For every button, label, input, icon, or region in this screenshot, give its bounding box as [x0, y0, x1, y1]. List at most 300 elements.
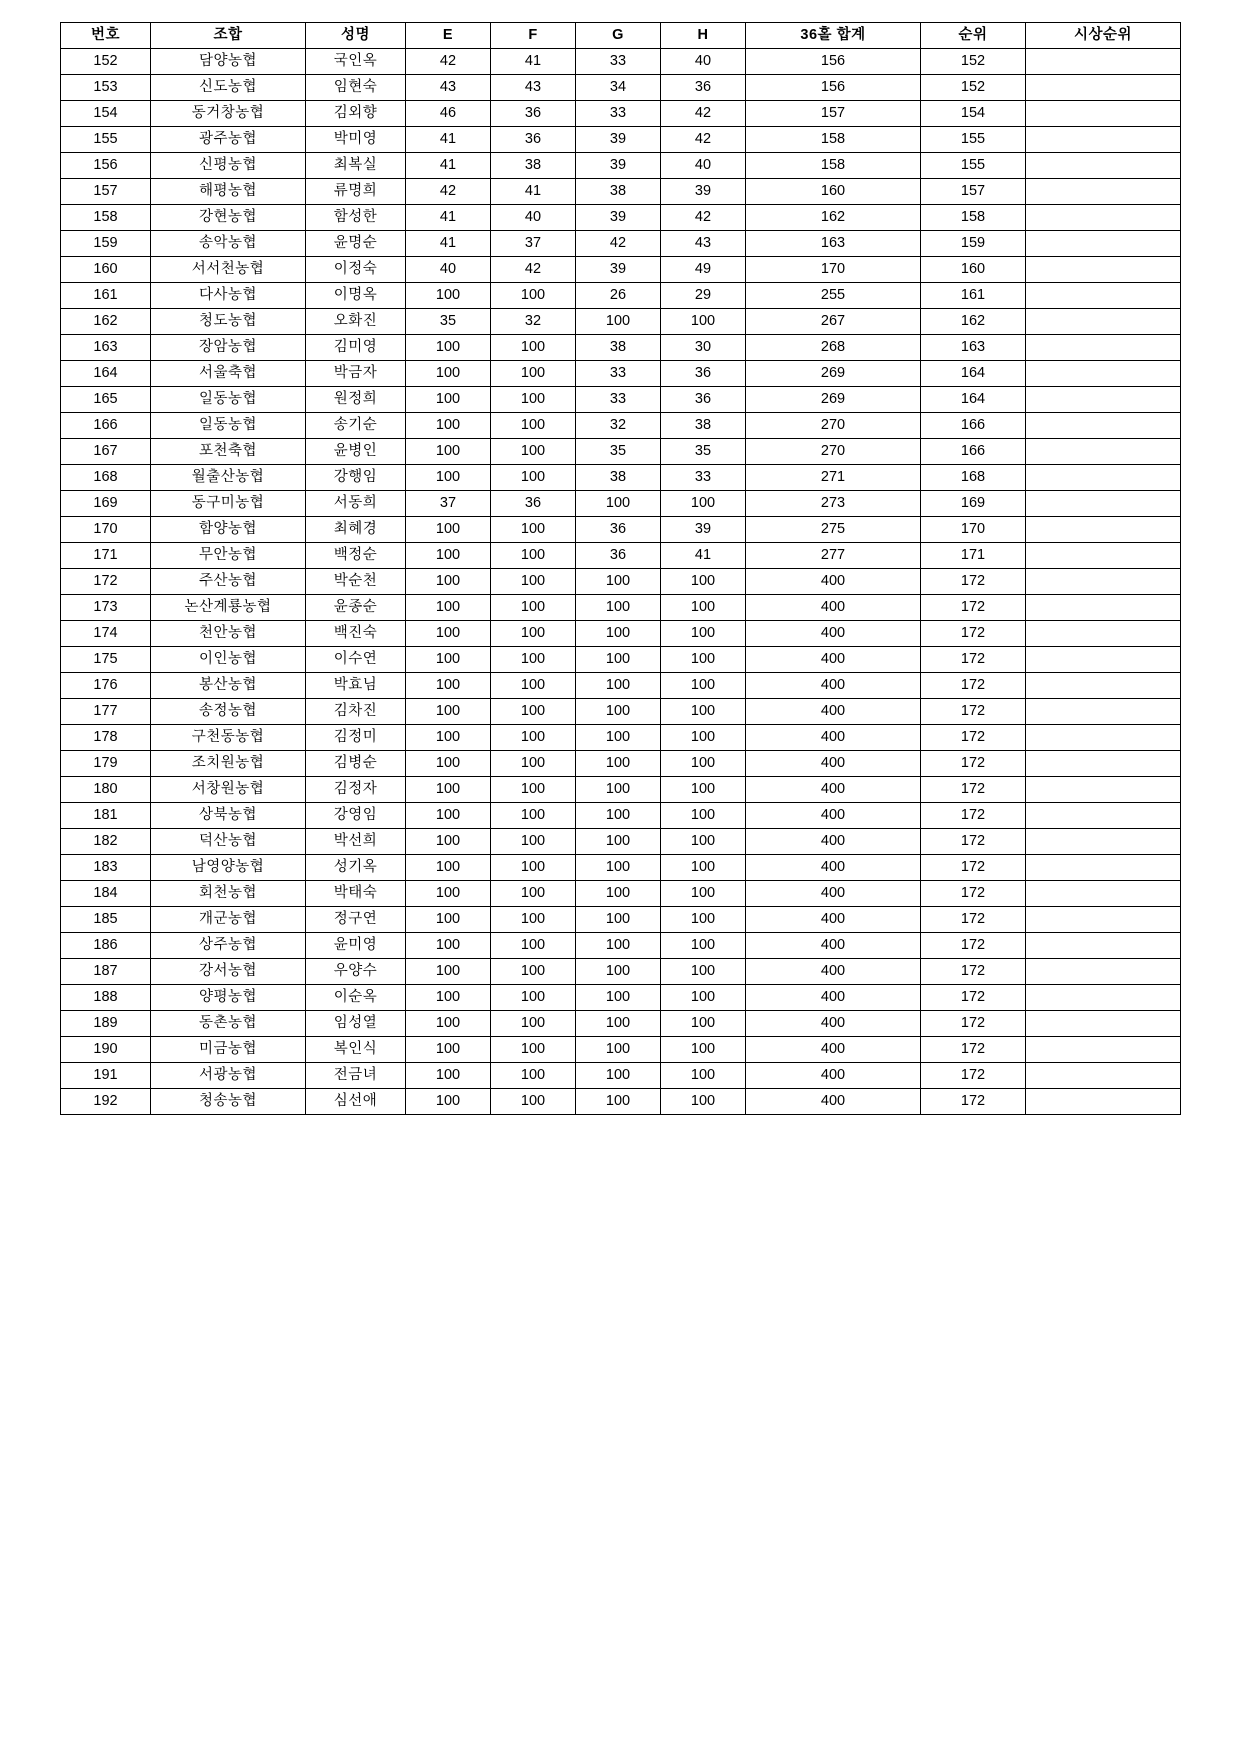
cell-prize-rank [1026, 309, 1181, 335]
table-row [61, 335, 1181, 361]
cell-f: 41 [491, 49, 576, 75]
table-row [61, 283, 1181, 309]
cell-total: 269 [746, 361, 921, 387]
cell-rank: 172 [921, 647, 1026, 673]
cell-rank: 159 [921, 231, 1026, 257]
cell-club: 포천축협 [151, 439, 306, 465]
cell-e: 100 [406, 283, 491, 309]
column-header-f: F [491, 23, 576, 49]
cell-f: 100 [491, 855, 576, 881]
cell-f: 100 [491, 959, 576, 985]
cell-f: 40 [491, 205, 576, 231]
cell-number: 163 [61, 335, 151, 361]
cell-rank: 172 [921, 699, 1026, 725]
cell-h: 100 [661, 1089, 746, 1115]
cell-f: 100 [491, 699, 576, 725]
table-row [61, 907, 1181, 933]
cell-name: 윤병인 [306, 439, 406, 465]
cell-total: 400 [746, 1089, 921, 1115]
cell-name: 함성한 [306, 205, 406, 231]
cell-number: 188 [61, 985, 151, 1011]
table-row [61, 413, 1181, 439]
table-row [61, 309, 1181, 335]
cell-name: 국인옥 [306, 49, 406, 75]
cell-total: 400 [746, 881, 921, 907]
cell-g: 26 [576, 283, 661, 309]
cell-g: 33 [576, 387, 661, 413]
table-row [61, 777, 1181, 803]
table-row [61, 49, 1181, 75]
column-header-total: 36홀 합계 [746, 23, 921, 49]
cell-h: 42 [661, 127, 746, 153]
cell-g: 100 [576, 699, 661, 725]
cell-rank: 166 [921, 413, 1026, 439]
cell-club: 봉산농협 [151, 673, 306, 699]
cell-total: 270 [746, 413, 921, 439]
cell-h: 100 [661, 491, 746, 517]
cell-total: 400 [746, 933, 921, 959]
cell-total: 158 [746, 127, 921, 153]
cell-name: 최복실 [306, 153, 406, 179]
cell-number: 161 [61, 283, 151, 309]
cell-prize-rank [1026, 673, 1181, 699]
column-header-g: G [576, 23, 661, 49]
cell-f: 100 [491, 933, 576, 959]
cell-prize-rank [1026, 491, 1181, 517]
cell-rank: 172 [921, 1089, 1026, 1115]
cell-h: 38 [661, 413, 746, 439]
cell-club: 광주농협 [151, 127, 306, 153]
cell-rank: 172 [921, 621, 1026, 647]
cell-name: 박태숙 [306, 881, 406, 907]
cell-total: 400 [746, 855, 921, 881]
cell-e: 100 [406, 595, 491, 621]
cell-name: 박순천 [306, 569, 406, 595]
cell-rank: 172 [921, 907, 1026, 933]
cell-g: 36 [576, 517, 661, 543]
table-row [61, 881, 1181, 907]
cell-rank: 172 [921, 933, 1026, 959]
cell-number: 169 [61, 491, 151, 517]
cell-h: 36 [661, 75, 746, 101]
cell-e: 100 [406, 699, 491, 725]
cell-total: 400 [746, 959, 921, 985]
cell-h: 35 [661, 439, 746, 465]
cell-name: 박효님 [306, 673, 406, 699]
cell-number: 178 [61, 725, 151, 751]
cell-number: 170 [61, 517, 151, 543]
cell-h: 100 [661, 1011, 746, 1037]
cell-f: 100 [491, 465, 576, 491]
cell-club: 신도농협 [151, 75, 306, 101]
cell-total: 156 [746, 49, 921, 75]
cell-f: 100 [491, 517, 576, 543]
cell-prize-rank [1026, 803, 1181, 829]
table-row [61, 491, 1181, 517]
cell-h: 100 [661, 647, 746, 673]
cell-name: 임현숙 [306, 75, 406, 101]
cell-e: 100 [406, 777, 491, 803]
cell-club: 조치원농협 [151, 751, 306, 777]
table-row [61, 127, 1181, 153]
cell-g: 100 [576, 881, 661, 907]
column-header-prize-rank: 시상순위 [1026, 23, 1181, 49]
cell-prize-rank [1026, 725, 1181, 751]
table-row [61, 75, 1181, 101]
cell-number: 177 [61, 699, 151, 725]
cell-number: 180 [61, 777, 151, 803]
cell-total: 400 [746, 829, 921, 855]
cell-g: 100 [576, 647, 661, 673]
cell-rank: 162 [921, 309, 1026, 335]
cell-h: 100 [661, 673, 746, 699]
table-row [61, 855, 1181, 881]
cell-prize-rank [1026, 751, 1181, 777]
cell-g: 33 [576, 49, 661, 75]
cell-e: 100 [406, 439, 491, 465]
cell-h: 100 [661, 959, 746, 985]
cell-prize-rank [1026, 543, 1181, 569]
cell-total: 160 [746, 179, 921, 205]
cell-club: 청도농협 [151, 309, 306, 335]
column-header-number: 번호 [61, 23, 151, 49]
cell-e: 41 [406, 231, 491, 257]
cell-g: 100 [576, 1037, 661, 1063]
cell-prize-rank [1026, 699, 1181, 725]
cell-e: 100 [406, 621, 491, 647]
cell-number: 157 [61, 179, 151, 205]
cell-g: 38 [576, 179, 661, 205]
cell-f: 100 [491, 777, 576, 803]
cell-number: 187 [61, 959, 151, 985]
cell-total: 158 [746, 153, 921, 179]
cell-e: 100 [406, 1011, 491, 1037]
cell-club: 서울축협 [151, 361, 306, 387]
cell-e: 100 [406, 465, 491, 491]
cell-e: 41 [406, 205, 491, 231]
cell-g: 100 [576, 959, 661, 985]
cell-number: 174 [61, 621, 151, 647]
table-row [61, 387, 1181, 413]
cell-prize-rank [1026, 205, 1181, 231]
cell-g: 100 [576, 309, 661, 335]
cell-number: 192 [61, 1089, 151, 1115]
cell-number: 172 [61, 569, 151, 595]
cell-h: 100 [661, 699, 746, 725]
cell-club: 함양농협 [151, 517, 306, 543]
cell-h: 100 [661, 933, 746, 959]
cell-number: 183 [61, 855, 151, 881]
table-row [61, 231, 1181, 257]
cell-e: 100 [406, 751, 491, 777]
cell-f: 100 [491, 569, 576, 595]
cell-total: 255 [746, 283, 921, 309]
cell-g: 100 [576, 595, 661, 621]
cell-prize-rank [1026, 335, 1181, 361]
cell-name: 박선희 [306, 829, 406, 855]
table-row [61, 829, 1181, 855]
cell-prize-rank [1026, 75, 1181, 101]
table-row [61, 543, 1181, 569]
cell-e: 100 [406, 361, 491, 387]
cell-e: 100 [406, 725, 491, 751]
cell-total: 163 [746, 231, 921, 257]
cell-name: 백진숙 [306, 621, 406, 647]
cell-name: 류명희 [306, 179, 406, 205]
cell-f: 100 [491, 907, 576, 933]
cell-h: 39 [661, 517, 746, 543]
cell-h: 40 [661, 153, 746, 179]
table-row [61, 647, 1181, 673]
cell-total: 400 [746, 1011, 921, 1037]
cell-club: 동촌농협 [151, 1011, 306, 1037]
cell-club: 이인농협 [151, 647, 306, 673]
cell-f: 100 [491, 673, 576, 699]
cell-g: 100 [576, 621, 661, 647]
cell-total: 157 [746, 101, 921, 127]
cell-name: 김정미 [306, 725, 406, 751]
cell-h: 100 [661, 985, 746, 1011]
table-row [61, 1011, 1181, 1037]
cell-club: 청송농협 [151, 1089, 306, 1115]
cell-h: 100 [661, 777, 746, 803]
cell-club: 무안농협 [151, 543, 306, 569]
cell-prize-rank [1026, 179, 1181, 205]
cell-rank: 172 [921, 985, 1026, 1011]
table-row [61, 959, 1181, 985]
table-header-row [61, 23, 1181, 49]
cell-number: 156 [61, 153, 151, 179]
cell-club: 서광농협 [151, 1063, 306, 1089]
cell-total: 273 [746, 491, 921, 517]
cell-rank: 157 [921, 179, 1026, 205]
cell-f: 100 [491, 621, 576, 647]
cell-e: 40 [406, 257, 491, 283]
cell-rank: 172 [921, 1063, 1026, 1089]
cell-rank: 172 [921, 803, 1026, 829]
cell-total: 400 [746, 569, 921, 595]
cell-g: 100 [576, 1089, 661, 1115]
cell-h: 100 [661, 829, 746, 855]
cell-f: 100 [491, 361, 576, 387]
cell-g: 100 [576, 829, 661, 855]
cell-prize-rank [1026, 465, 1181, 491]
cell-prize-rank [1026, 1011, 1181, 1037]
cell-e: 41 [406, 153, 491, 179]
cell-club: 논산계룡농협 [151, 595, 306, 621]
cell-h: 100 [661, 569, 746, 595]
cell-e: 100 [406, 517, 491, 543]
cell-total: 400 [746, 1037, 921, 1063]
cell-club: 동거창농협 [151, 101, 306, 127]
cell-name: 김정자 [306, 777, 406, 803]
cell-rank: 172 [921, 569, 1026, 595]
cell-e: 100 [406, 959, 491, 985]
cell-g: 100 [576, 1011, 661, 1037]
cell-rank: 172 [921, 673, 1026, 699]
cell-prize-rank [1026, 907, 1181, 933]
cell-number: 155 [61, 127, 151, 153]
cell-name: 김차진 [306, 699, 406, 725]
cell-f: 100 [491, 751, 576, 777]
cell-g: 39 [576, 153, 661, 179]
cell-e: 100 [406, 1089, 491, 1115]
cell-h: 42 [661, 205, 746, 231]
cell-number: 185 [61, 907, 151, 933]
table-row [61, 101, 1181, 127]
cell-g: 100 [576, 1063, 661, 1089]
cell-g: 100 [576, 673, 661, 699]
cell-f: 100 [491, 1037, 576, 1063]
cell-rank: 166 [921, 439, 1026, 465]
cell-e: 100 [406, 985, 491, 1011]
cell-club: 송정농협 [151, 699, 306, 725]
cell-number: 186 [61, 933, 151, 959]
cell-total: 156 [746, 75, 921, 101]
cell-prize-rank [1026, 413, 1181, 439]
cell-e: 100 [406, 829, 491, 855]
cell-f: 41 [491, 179, 576, 205]
cell-name: 윤종순 [306, 595, 406, 621]
cell-club: 서창원농협 [151, 777, 306, 803]
cell-g: 100 [576, 803, 661, 829]
cell-f: 42 [491, 257, 576, 283]
cell-number: 158 [61, 205, 151, 231]
cell-total: 400 [746, 985, 921, 1011]
cell-number: 189 [61, 1011, 151, 1037]
cell-prize-rank [1026, 127, 1181, 153]
cell-h: 100 [661, 803, 746, 829]
cell-prize-rank [1026, 231, 1181, 257]
cell-prize-rank [1026, 855, 1181, 881]
table-row [61, 465, 1181, 491]
cell-e: 100 [406, 1037, 491, 1063]
cell-g: 38 [576, 465, 661, 491]
cell-e: 37 [406, 491, 491, 517]
cell-f: 36 [491, 101, 576, 127]
cell-number: 164 [61, 361, 151, 387]
cell-club: 천안농협 [151, 621, 306, 647]
cell-h: 49 [661, 257, 746, 283]
cell-number: 166 [61, 413, 151, 439]
cell-prize-rank [1026, 439, 1181, 465]
cell-rank: 172 [921, 829, 1026, 855]
cell-number: 168 [61, 465, 151, 491]
table-row [61, 803, 1181, 829]
cell-rank: 169 [921, 491, 1026, 517]
cell-rank: 164 [921, 387, 1026, 413]
cell-rank: 171 [921, 543, 1026, 569]
cell-h: 100 [661, 751, 746, 777]
cell-name: 강행임 [306, 465, 406, 491]
cell-rank: 172 [921, 751, 1026, 777]
cell-f: 43 [491, 75, 576, 101]
table-row [61, 179, 1181, 205]
cell-club: 일동농협 [151, 387, 306, 413]
cell-prize-rank [1026, 361, 1181, 387]
cell-e: 100 [406, 647, 491, 673]
cell-total: 277 [746, 543, 921, 569]
cell-number: 190 [61, 1037, 151, 1063]
cell-number: 171 [61, 543, 151, 569]
cell-g: 33 [576, 101, 661, 127]
cell-total: 400 [746, 595, 921, 621]
cell-club: 송악농협 [151, 231, 306, 257]
cell-g: 34 [576, 75, 661, 101]
cell-name: 전금녀 [306, 1063, 406, 1089]
cell-number: 167 [61, 439, 151, 465]
cell-h: 36 [661, 387, 746, 413]
cell-f: 100 [491, 283, 576, 309]
cell-total: 400 [746, 725, 921, 751]
column-header-e: E [406, 23, 491, 49]
cell-total: 400 [746, 699, 921, 725]
cell-club: 양평농협 [151, 985, 306, 1011]
cell-name: 박금자 [306, 361, 406, 387]
cell-name: 이명옥 [306, 283, 406, 309]
cell-total: 400 [746, 1063, 921, 1089]
cell-prize-rank [1026, 569, 1181, 595]
cell-f: 100 [491, 1011, 576, 1037]
cell-f: 100 [491, 335, 576, 361]
cell-prize-rank [1026, 647, 1181, 673]
column-header-rank: 순위 [921, 23, 1026, 49]
cell-e: 100 [406, 803, 491, 829]
cell-e: 100 [406, 1063, 491, 1089]
cell-number: 153 [61, 75, 151, 101]
cell-number: 184 [61, 881, 151, 907]
cell-g: 100 [576, 855, 661, 881]
cell-total: 400 [746, 907, 921, 933]
cell-name: 백정순 [306, 543, 406, 569]
cell-name: 심선애 [306, 1089, 406, 1115]
cell-number: 165 [61, 387, 151, 413]
cell-f: 100 [491, 1089, 576, 1115]
cell-e: 100 [406, 413, 491, 439]
cell-number: 162 [61, 309, 151, 335]
cell-rank: 172 [921, 1037, 1026, 1063]
cell-h: 100 [661, 855, 746, 881]
cell-club: 구천동농협 [151, 725, 306, 751]
cell-rank: 172 [921, 855, 1026, 881]
cell-number: 152 [61, 49, 151, 75]
cell-e: 42 [406, 179, 491, 205]
cell-name: 원정희 [306, 387, 406, 413]
cell-total: 270 [746, 439, 921, 465]
cell-rank: 172 [921, 777, 1026, 803]
table-row [61, 153, 1181, 179]
cell-e: 100 [406, 335, 491, 361]
cell-prize-rank [1026, 985, 1181, 1011]
cell-total: 400 [746, 621, 921, 647]
cell-club: 상북농협 [151, 803, 306, 829]
cell-rank: 155 [921, 127, 1026, 153]
cell-prize-rank [1026, 257, 1181, 283]
cell-name: 이정숙 [306, 257, 406, 283]
table-row [61, 361, 1181, 387]
cell-prize-rank [1026, 49, 1181, 75]
cell-name: 복인식 [306, 1037, 406, 1063]
cell-prize-rank [1026, 517, 1181, 543]
cell-club: 다사농협 [151, 283, 306, 309]
cell-club: 일동농협 [151, 413, 306, 439]
cell-name: 오화진 [306, 309, 406, 335]
cell-total: 400 [746, 673, 921, 699]
cell-h: 39 [661, 179, 746, 205]
cell-number: 175 [61, 647, 151, 673]
cell-club: 미금농협 [151, 1037, 306, 1063]
cell-h: 36 [661, 361, 746, 387]
